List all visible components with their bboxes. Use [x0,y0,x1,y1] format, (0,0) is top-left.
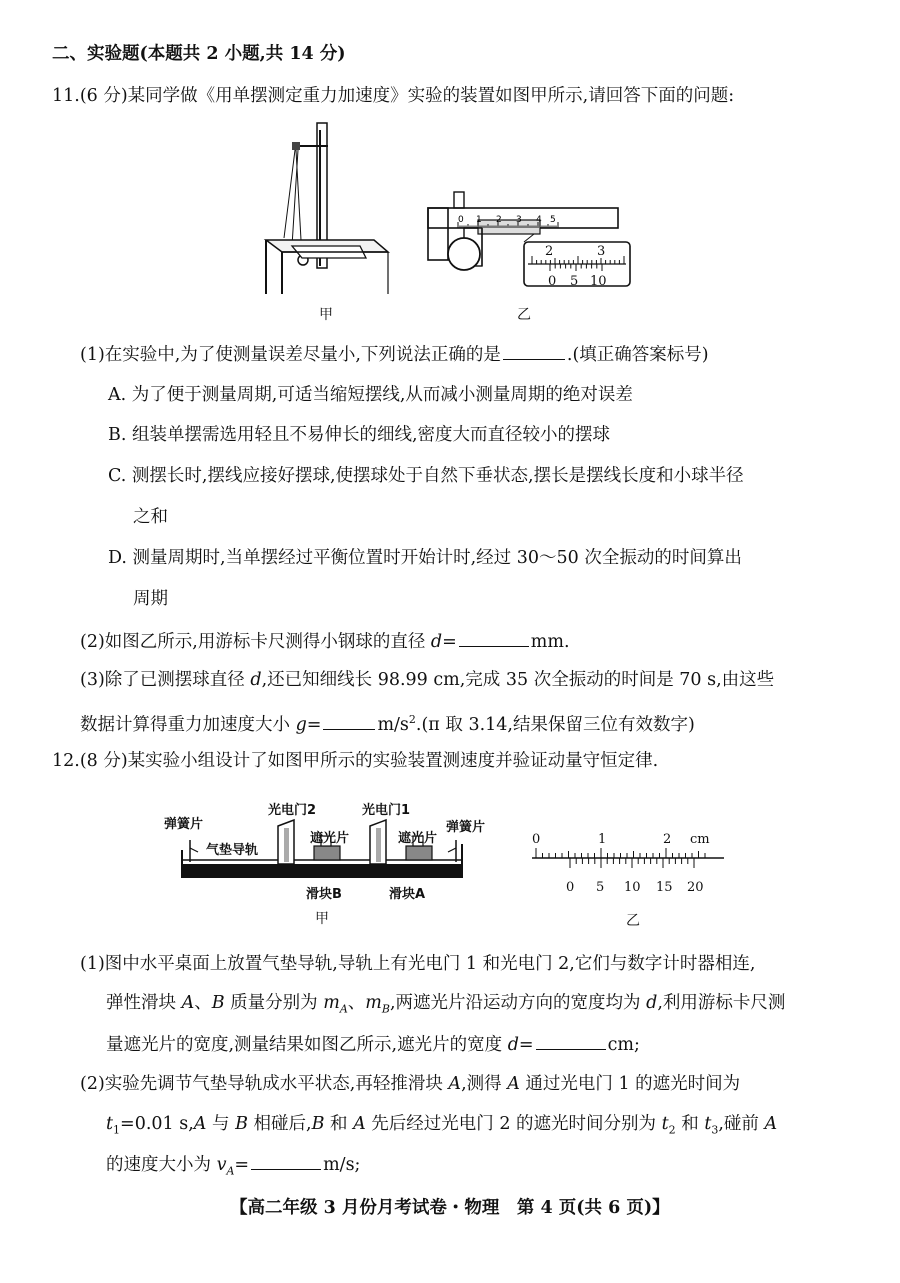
svg-text:2: 2 [496,215,502,225]
svg-text:5: 5 [550,215,556,225]
scale-main-label-0: 0 [532,832,541,847]
scale-unit-label: cm [690,832,710,847]
page-footer: 【高二年级 3 月份月考试卷・物理 第 4 页(共 6 页)】 [230,1198,670,1218]
q11-part2: (2)如图乙所示,用游标卡尺测得小钢球的直径 d= mm. [80,628,570,654]
question-12-stem: 12.(8 分)某实验小组设计了如图甲所示的实验装置测速度并验证动量守恒定律. [52,751,659,771]
scale-vernier-label-10: 10 [624,880,641,895]
q12-part2-line1: (2)实验先调节气垫导轨成水平状态,再轻推滑块 A,测得 A 通过光电门 1 的遮光时间为 [80,1074,741,1094]
caliper-vernier-tick-label-10: 10 [590,274,607,289]
pendulum-apparatus-figure [262,118,402,298]
section-title: 二、实验题(本题共 2 小题,共 14 分) [52,44,346,64]
svg-text:3: 3 [516,215,522,225]
figure-12-jia-caption: 甲 [315,911,329,927]
figure-yi-caption: 乙 [517,307,531,323]
scale-vernier-label-15: 15 [656,880,673,895]
label-gate-2: 光电门2 [268,803,317,818]
q11-option-d-line2: 周期 [133,589,168,609]
label-spring-left: 弹簧片 [164,817,204,832]
svg-text:1: 1 [476,215,482,225]
label-air-track: 气垫导轨 [206,843,259,858]
q12-part2-line2: $t_1=0.01$ s,A 与 B 相碰后,B 和 A 先后经过光电门 2 的遮光时间分别为 $t_2$ 和 $t_3$,碰前 A [106,1114,778,1137]
q11-option-d-line1: D. 测量周期时,当单摆经过平衡位置时开始计时,经过 30～50 次全振动的时间算出 [108,548,742,568]
q12-part1-line1: (1)图中水平桌面上放置气垫导轨,导轨上有光电门 1 和光电门 2,它们与数字计时器相连, [80,954,756,974]
scale-vernier-label-5: 5 [596,880,605,895]
q11-option-c-line1: C. 测摆长时,摆线应接好摆球,使摆球处于自然下垂状态,摆长是摆线长度和小球半径 [108,466,744,486]
q12-part1-line3: 量遮光片的宽度,测量结果如图乙所示,遮光片的宽度 d= cm; [106,1031,640,1057]
q12-part2-line3: 的速度大小为 $v_A= m/s$; [106,1151,360,1184]
label-gate-1: 光电门1 [362,803,411,818]
scale-main-label-1: 1 [598,832,607,847]
figure-jia-caption: 甲 [319,307,333,323]
caliper-vernier-tick-label-0: 0 [548,274,557,289]
q12-part1-line2: 弹性滑块 A、B 质量分别为 $m_A$、$m_B$,两遮光片沿运动方向的宽度均为 d,利用游标卡尺测 [106,993,786,1016]
svg-text:0: 0 [458,215,464,225]
q11-option-a: A. 为了便于测量周期,可适当缩短摆线,从而减小测量周期的绝对误差 [108,385,633,405]
caliper-main-tick-label-2: 2 [545,244,554,259]
scale-vernier-label-0: 0 [566,880,575,895]
label-spring-right: 弹簧片 [446,820,486,835]
label-shade-b: 遮光片 [310,831,350,846]
label-shade-a: 遮光片 [398,831,438,846]
q11-option-c-line2: 之和 [133,507,168,527]
caliper-vernier-tick-label-5: 5 [570,274,579,289]
q11-part3-line2: 数据计算得重力加速度大小 $g= m/s^2.(\pi$ 取 3.14,结果保留三位有效数字) [80,708,695,737]
scale-vernier-label-20: 20 [687,880,704,895]
q11-part1: (1)在实验中,为了使测量误差尽量小,下列说法正确的是 .(填正确答案标号) [80,341,709,367]
question-11-stem: 11.(6 分)某同学做《用单摆测定重力加速度》实验的装置如图甲所示,请回答下面的问题: [52,86,735,106]
label-slider-b: 滑块B [306,887,342,902]
scale-main-label-2: 2 [663,832,672,847]
label-slider-a: 滑块A [389,887,426,902]
caliper-main-tick-label-3: 3 [597,244,606,259]
figure-12-yi-caption: 乙 [626,913,640,929]
q11-part3-line1: (3)除了已测摆球直径 d,还已知细线长 98.99 cm,完成 35 次全振动的时间是 70 s,由这些 [80,670,775,690]
svg-text:4: 4 [536,215,542,225]
q11-option-b: B. 组装单摆需选用轻且不易伸长的细线,密度大而直径较小的摆球 [108,425,611,445]
